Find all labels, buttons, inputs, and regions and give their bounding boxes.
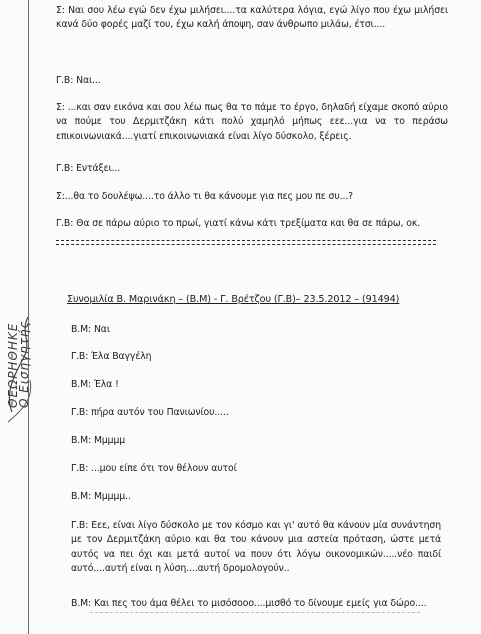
conversation-title: Συνομιλία Β. Μαρινάκη – (Β.Μ) - Γ. Βρέτζου (Γ.Β)– 23.5.2012 – (91494): [67, 294, 400, 305]
dialogue-line: Γ.Β: Έλα Βαγγέλη: [71, 351, 152, 362]
dialogue-line: Β.Μ: Έλα !: [71, 379, 119, 390]
dialogue-line: Γ.Β: Εεε, είναι λίγο δύσκολο με τον κόσμο και γι' αυτό θα κάνουν μία συνάντηση με τον Δερμιτζάκη αύριο και θα του κάνουν μια αστεία πρόταση, ώστε μετά αυτός να πει όχι και μετά αυτοί να πουν ότι λόγω οικονομικών.....νέο παιδί αυτό....αυτή είναι η λύση....αυτή δρομολογούν..: [71, 520, 441, 575]
dialogue-line: Σ: Ναι σου λέω εγώ δεν έχω μιλήσει....τα καλύτερα λόγια, εγώ λίγο που έχω μιλήσει κανά δύο φορές μαζί του, έχω καλή άποψη, σαν άνθρωπο μιλάω, έτσι....: [56, 5, 448, 31]
stamp: [8, 258, 30, 408]
dialogue-line: Β.Μ: Μμμμμ..: [71, 491, 131, 502]
dialogue-line: Β.Μ: Μμμμμ: [71, 435, 126, 446]
dialogue-line: Γ.Β: πήρα αυτόν του Πανιωνίου.....: [71, 407, 229, 418]
dialogue-line: Β.Μ: Ναι: [71, 324, 110, 335]
stamp-line-1: ΘΕΩΡΗΘΗΚΕ: [6, 322, 20, 408]
dialogue-line: Σ: ...και σαν εικόνα και σου λέω πως θα το πάμε το έργο, δηλαδή είχαμε σκοπό αύριο να πούμε του Δερμιτζάκη κάτι πολύ χαμηλό μήπως εεε...για να το περάσω επικοινωνιακά....γιατί επικοινωνιακά είναι λίγο δύσκολο, ξέρεις.: [56, 102, 448, 142]
dialogue-line: Γ.Β: Εντάξει...: [56, 163, 121, 174]
stamp-line-2: Ο Εισηγητής: [17, 320, 31, 408]
dialogue-line: Β.Μ: Και πες του άμα θέλει το μισόσοοο....μισθό το δίνουμε εμείς για δώρο....: [71, 598, 427, 609]
dialogue-line: Γ.Β: ...μου είπε ότι τον θέλουν αυτοί: [71, 463, 237, 474]
dialogue-line: Σ:...θα το δουλέψω....το άλλο τι θα κάνουμε για πες μου πε συ...?: [56, 191, 354, 202]
bottom-dashes: [90, 612, 420, 613]
separator: [56, 240, 436, 246]
dialogue-line: Γ.Β: Ναι...: [56, 75, 101, 86]
dialogue-line: Γ.Β: Θα σε πάρω αύριο το πρωί, γιατί κάνω κάτι τρεξίματα και θα σε πάρω, οκ.: [56, 218, 421, 229]
